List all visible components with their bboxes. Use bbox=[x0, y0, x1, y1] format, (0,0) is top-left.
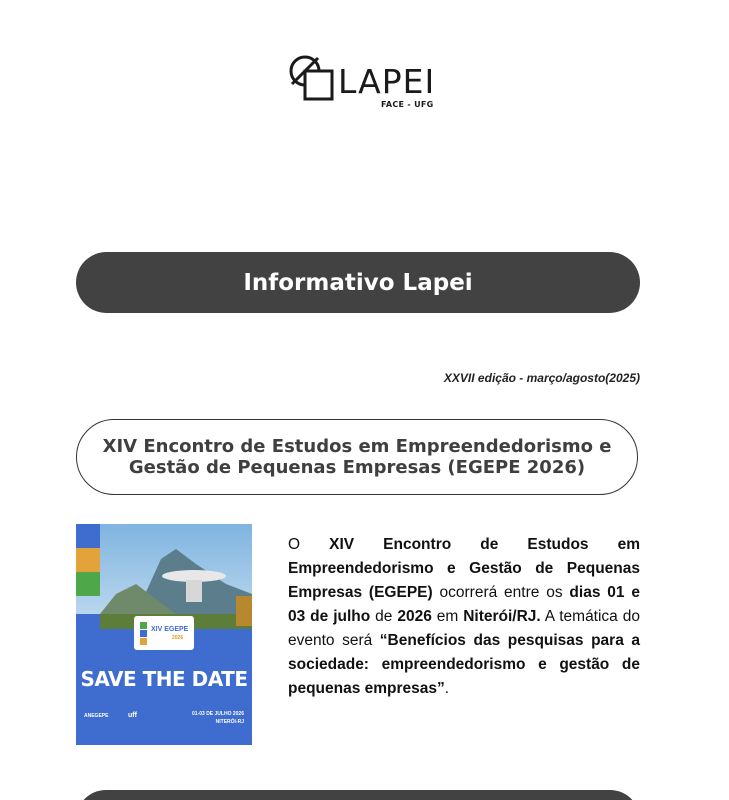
edition-label: XXVII edição - março/agosto(2025) bbox=[443, 371, 640, 385]
egepe-poster-image bbox=[76, 524, 252, 745]
article-text bbox=[288, 533, 640, 701]
section-title: XIV Encontro de Estudos em Empreendedorismo e Gestão de Pequenas Empresas (EGEPE 2026) bbox=[76, 419, 638, 495]
poster-card-year: 2026 bbox=[172, 635, 184, 641]
poster-wave-icon bbox=[76, 524, 100, 548]
article-bold-part: Niterói/RJ. bbox=[463, 608, 541, 625]
logo-name: LAPEI bbox=[338, 62, 436, 101]
poster-leaf-icon bbox=[76, 572, 100, 596]
logo-mark-icon bbox=[288, 54, 338, 104]
article-text-part: ocorrerá entre os bbox=[432, 584, 570, 601]
article-bold-part: XIV Encontro de Estudos em Empreendedorismo e Gestão de Pequenas Empresas (EGEPE) bbox=[288, 536, 640, 601]
poster-card-label: XIV EGEPE bbox=[151, 626, 189, 633]
article-text-part: . bbox=[444, 680, 450, 697]
poster-date-line1: 01-03 DE JULHO 2026 bbox=[192, 711, 244, 717]
next-section-banner bbox=[76, 790, 640, 800]
poster-org-left: ANEGEPE bbox=[84, 713, 109, 719]
article-text-part: O bbox=[288, 536, 330, 553]
poster-sun-icon bbox=[76, 548, 100, 572]
lapei-logo bbox=[288, 54, 438, 116]
poster-org-right: uff bbox=[128, 712, 137, 719]
newsletter-title-banner: Informativo Lapei bbox=[76, 252, 640, 313]
article-bold-part: dias 01 e 03 de julho bbox=[288, 584, 640, 625]
poster-headline: SAVE THE DATE bbox=[80, 667, 248, 691]
logo-subtitle: FACE - UFG bbox=[381, 100, 434, 109]
poster-egepe-card bbox=[134, 616, 194, 650]
article-bold-part: 2026 bbox=[397, 608, 432, 625]
article-bold-part: “Benefícios das pesquisas para a sociedade: empreendedorismo e gestão de pequenas empresas” bbox=[288, 632, 640, 697]
poster-date bbox=[192, 710, 244, 726]
article-text-part: de bbox=[370, 608, 398, 625]
article-text-part: em bbox=[431, 608, 464, 625]
poster-date-line2: NITERÓI-RJ bbox=[215, 719, 244, 725]
article-text-part: A temática do evento será bbox=[288, 608, 640, 649]
